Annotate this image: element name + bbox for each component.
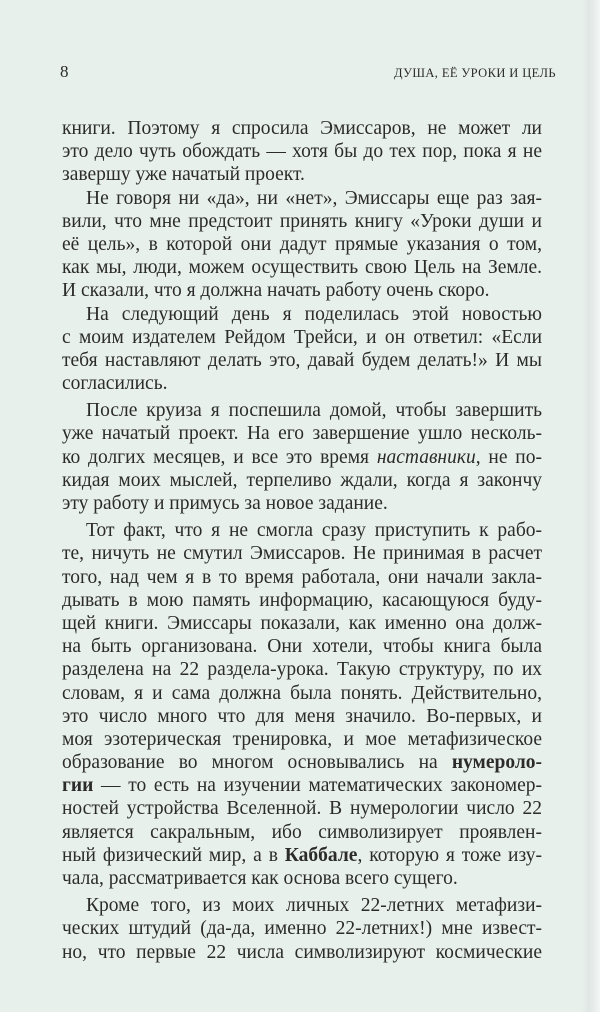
text-line [62,446,542,469]
text-line [62,117,542,140]
text-segment: это дело чуть обождать — хотя бы до тех пор, пока я не [62,141,542,163]
text-segment: уже начатый проект. На его завершение ушло несколь- [62,423,542,445]
text-segment: дывать в мою память информацию, касающуюся буду- [62,589,542,611]
text-segment: И сказали, что я должна начать работу очень скоро. [62,280,490,302]
running-head: ДУША, ЕЁ УРОКИ И ЦЕЛЬ [394,66,556,80]
text-segment: того, над чем я в то время работала, они начали закла- [62,566,542,588]
body-text [62,117,542,964]
text-line [62,233,542,256]
text-segment: чала, рассматривается как основа всего сущего. [62,868,458,889]
text-segment: как мы, люди, можем осуществить свою Цель на Земле. [62,257,542,279]
text-line [62,542,542,565]
text-segment: После круиза я поспешила домой, чтобы завершить [86,400,542,422]
text-segment: ко долгих месяцев, и все это время [62,446,377,468]
text-line [62,256,542,279]
text-line [62,774,542,797]
text-line [62,303,542,326]
text-segment: щей книги. Эмиссары показали, как именно она долж- [62,612,542,634]
text-segment: разделена на 22 раздела-урока. Такую структуру, по их [62,659,542,681]
text-line [62,210,542,233]
bold-term: Каббале [284,844,358,866]
text-segment: те, ничуть не смутил Эмиссаров. Не принимая в расчет [62,543,542,565]
text-segment: вили, что мне предстоит принять книгу «Уроки души и [62,210,542,232]
text-line [62,566,542,589]
text-segment: её цель», в которой они дадут прямые указания о том, [62,233,542,255]
page-edge-shadow [582,0,600,1012]
text-line [62,422,542,445]
bold-term: гии [62,775,94,797]
text-segment: ный физический мир, а в [62,844,285,866]
text-segment: — то есть на изучении математических закономер- [93,775,542,797]
italic-term: наставники [376,446,476,468]
text-segment: является сакральным, ибо символизирует проявлен- [62,821,542,843]
text-line [62,187,542,210]
text-segment: но, что первые 22 числа символизируют космические [62,941,542,963]
text-line [62,399,542,422]
text-segment: тебя наставляют делать это, давай будем делать!» И мы [62,349,542,371]
text-segment: Кроме того, из моих личных 22-летних метафизи- [86,895,542,917]
text-segment: кидая моих мыслей, терпеливо ждали, когда я закончу [62,469,542,491]
text-line [62,279,542,302]
text-line [62,349,542,372]
text-segment: , которую я тоже изу- [357,844,542,866]
text-segment: ностей устройства Вселенной. В нумерологии число 22 [62,798,542,820]
text-line [62,635,542,658]
text-segment: книги. Поэтому я спросила Эмиссаров, не может ли [62,118,542,139]
text-segment: , не по- [475,446,542,468]
page-number: 8 [60,62,69,81]
text-line [62,492,542,515]
text-line [62,941,542,964]
text-line [62,658,542,681]
text-line [62,705,542,728]
text-segment: словам, я и сама должна была понять. Действительно, [62,682,542,704]
text-segment: Тот факт, что я не смогла сразу приступить к рабо- [86,520,542,542]
text-line [62,751,542,774]
text-line [62,163,542,186]
text-line [62,844,542,867]
text-line [62,682,542,705]
text-line [62,867,542,890]
text-line [62,894,542,917]
bold-term: нумероло- [451,752,542,774]
text-line [62,728,542,751]
text-line [62,469,542,492]
text-segment: ческих штудий (да-да, именно 22-летних!) мне извест- [62,918,542,940]
text-line [62,140,542,163]
text-segment: Не говоря ни «да», ни «нет», Эмиссары еще раз зая- [86,187,542,209]
text-segment: образование во многом основывались на [62,752,452,774]
text-line [62,917,542,940]
text-segment: с моим издателем Рейдом Трейси, и он ответил: «Если [62,326,542,348]
text-segment: завершу уже начатый проект. [62,164,305,186]
text-segment: на быть организована. Они хотели, чтобы книга была [62,636,542,658]
text-line [62,372,542,395]
text-line [62,797,542,820]
text-line [62,821,542,844]
text-segment: это число много что для меня значило. Во-первых, и [62,705,542,727]
text-line [62,612,542,635]
text-segment: эту работу и примусь за новое задание. [62,493,388,514]
text-segment: моя эзотерическая тренировка, и мое метафизическое [62,728,542,750]
text-segment: На следующий день я поделилась этой новостью [86,303,542,325]
text-segment: согласились. [62,373,168,395]
text-line [62,519,542,542]
text-line [62,589,542,612]
text-line [62,326,542,349]
